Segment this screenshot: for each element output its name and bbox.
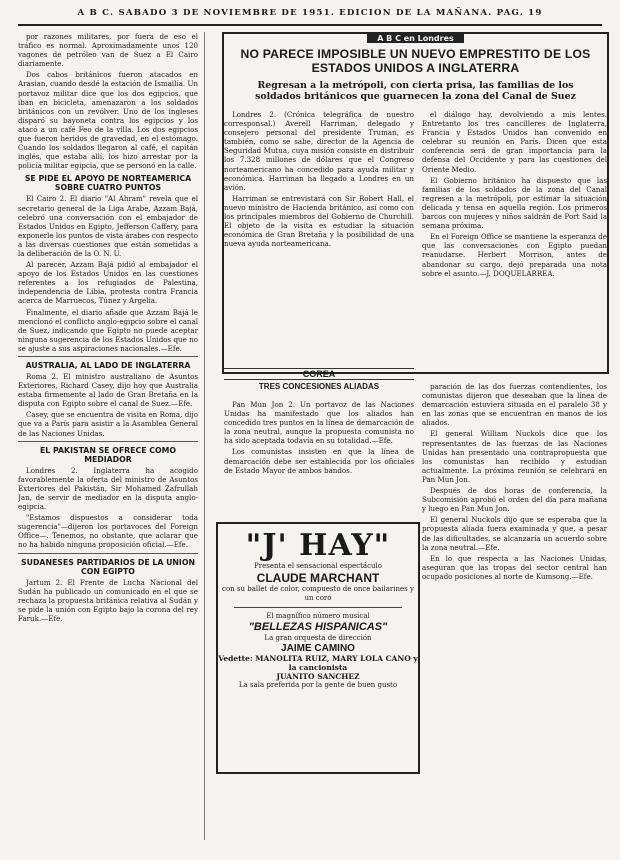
- paragraph: Casey, que se encuentra de visita en Roma, dijo que va a París para asistir a la Asamblea General de las Naciones Unidas.: [18, 410, 198, 438]
- paragraph: por razones militares, por fuera de eso el tráfico es normal. Aproximadamente unos 120 vagones de petróleo van de Suez a El Cairo diariamente.: [18, 32, 198, 69]
- paragraph: En lo que respecta a las Naciones Unidas, aseguran que las tropas del sector central han ocupado posiciones al norte de Kumsong.—Efe.: [422, 553, 607, 581]
- paragraph: Después de dos horas de conferencia, la Subcomisión aprobó el orden del día para mañana y luego en Pan Mun Jon.: [422, 486, 607, 514]
- paragraph: En el Foreign Office se mantiene la esperanza de que las conversaciones con Egipto puedan reanudarse. Herbert Morrison, antes de abandonar su cargo, dejó preparada una nota sobre el asunto.—J. DOQUELARREA.: [422, 232, 607, 278]
- divider: [18, 356, 198, 357]
- paragraph: Jartum 2. El Frente de Lucha Nacional del Sudán ha publicado un comunicado en el que se rechaza la propuesta británica relativa al Sudán y se pide la unión con Egipto bajo la corona del rey Faruk.—Efe.: [18, 577, 198, 623]
- paragraph: Londres 2. (Crónica telegráfica de nuestro corresponsal.) Averell Harriman, delegado y consejero personal del presidente Truman, es también, como se sabe, director de la Agencia de Seguridad Mutua, cuya misión consiste en distribuir los 7.328 millones de dólares que el Congreso norteamericano ha concedido para ayuda militar y económica. Harriman ha llegado a Londres en un avión.: [224, 110, 414, 192]
- column-left: [18, 32, 205, 840]
- corea-header: [224, 368, 414, 391]
- paragraph: El Cairo 2. El diario "Al Ahram" revela que el secretario general de la Liga Arabe, Azzam Bajá, celebró una conversación con el embajador de Estados Unidos en Egipto, Jefferson Caffery, para exponerle los puntos de vista árabes con respecto a las diversas cuestiones que están sometidas a la deliberación de la O. N. U.: [18, 194, 198, 258]
- headline-sudaneses: SUDANESES PARTIDARIOS DE LA UNION CON EGIPTO: [21, 557, 195, 576]
- section-kicker: A B C en Londres: [224, 34, 607, 46]
- paragraph: Londres 2. Inglaterra ha acogido favorablemente la oferta del ministro de Asuntos Exteriores del Pakistán, Sir Mohamed Zafrullah Jan, de servir de mediador en la disputa anglo-egipcia.: [18, 465, 198, 512]
- ad-presents: Presenta el sensacional espectáculo: [254, 562, 382, 570]
- paragraph: Harriman se entrevistará con Sir Robert Hall, el nuevo ministro de Hacienda británico, así como con los principales miembros del Gobierno de Churchill. El objeto de la visita es estudiar la situación económica de Gran Bretaña y la posibilidad de una nueva ayuda norteamericana.: [224, 193, 414, 249]
- paragraph: El Gobierno británico ha dispuesto que las familias de los soldados de la zona del Canal regresen a la metrópoli, por estimar la situación delicada y tensa en aquella región. Los primeros barcos con mujeres y niños saldrán de Port Said la semana próxima.: [422, 175, 607, 231]
- paragraph: "Estamos dispuestos a considerar toda sugerencia"—dijeron los portavoces del Foreign Office—. Tenemos, no obstante, que aclarar que no ha habido ninguna proposición oficial.—Efe.: [18, 513, 198, 550]
- ad-show: "BELLEZAS HISPANICAS": [248, 621, 388, 633]
- corea-subtitle: TRES CONCESIONES ALIADAS: [258, 382, 380, 391]
- ad-cast-2: JUANITO SANCHEZ: [276, 672, 360, 681]
- main-deck: Regresan a la metrópoli, con cierta prisa, las familias de los soldados británicos que guarnecen la zona del Canal de Suez: [255, 80, 576, 102]
- paragraph: Al parecer, Azzam Bajá pidió al embajador el apoyo de los Estados Unidos en las cuestiones referentes a los refugiados de Palestina, independencia de Libia, protesta contra Francia acerca de Marruecos, Túnez y Argelia.: [18, 260, 198, 306]
- main-story-col-a: [224, 110, 414, 365]
- paragraph: paración de las dos fuerzas contendientes, los comunistas dijeron que deseaban que la línea de demarcación estuviera situada en el paralelo 38 y en las zonas que se encuentran en manos de los aliados.: [422, 382, 607, 428]
- paragraph: Finalmente, el diario añade que Azzam Bajá le mencionó el conflicto anglo-egipcio sobre el canal de Suez, indicando que Egipto no puede aceptar ninguna sugerencia de los Estados Unidos que no se ajuste a sus aspiraciones nacionales.—Efe.: [18, 307, 198, 353]
- ad-cast: Vedette: MANOLITA RUIZ, MARY LOLA CANO y la cancionista: [218, 654, 418, 672]
- jhay-advertisement: [216, 522, 420, 774]
- ad-show-intro: El magnífico número musical: [266, 612, 370, 620]
- main-headline: NO PARECE IMPOSIBLE UN NUEVO EMPRESTITO DE LOS ESTADOS UNIDOS A INGLATERRA: [240, 47, 591, 75]
- page-header: A B C. SABADO 3 DE NOVIEMBRE DE 1951. EDICION DE LA MAÑANA. PAG. 19: [18, 8, 602, 26]
- paragraph: Los comunistas insisten en que la línea de demarcación debe ser establecida por los oficiales de Estado Mayor de ambos bandos.: [224, 447, 414, 475]
- ad-footer: La sala preferida por la gente de buen gusto: [238, 681, 398, 689]
- ad-director: JAIME CAMINO: [281, 643, 355, 654]
- headline-australia: AUSTRALIA, AL LADO DE INGLATERRA: [25, 361, 191, 370]
- divider: [18, 553, 198, 554]
- paragraph: Pan Mun Jon 2. Un portavoz de las Naciones Unidas ha manifestado que los aliados han concedido tres puntos en la línea de demarcación de la zona neutral, aunque la propuesta comunista no ha sido aceptada todavía en su totalidad.—Efe.: [224, 400, 414, 446]
- divider: [18, 441, 198, 442]
- main-story-col-b: [422, 110, 607, 365]
- corea-title: COREA: [224, 368, 414, 380]
- divider: [234, 607, 402, 608]
- headline-pakistan: EL PAKISTAN SE OFRECE COMO MEDIADOR: [39, 445, 177, 464]
- corea-story-cont: [422, 382, 607, 837]
- paragraph: Roma 2. El ministro australiano de Asuntos Exteriores, Richard Casey, dijo hoy que Australia estaba firmemente al lado de Gran Bretaña en la disputa con Egipto sobre el canal de Suez.—Efe.: [18, 372, 198, 409]
- headline-norteamerica: SE PIDE EL APOYO DE NORTEAMERICA SOBRE CUATRO PUNTOS: [24, 174, 192, 193]
- ad-title: "J' HAY": [245, 528, 391, 563]
- paragraph: el diálogo hay, devolviendo a mis lentes. Entretanto los tres cancilleres de Inglaterra, Francia y Estados Unidos han convenido en celebrar su reunión en París. Dicen que esta conferencia será de gran importancia para la defensa del Occidente y para las cuestiones del Oriente Medio.: [422, 110, 607, 174]
- paragraph: Dos cabos británicos fueron atacados en Arasian, cuando desdé la estación de Ismailía. Un portavoz militar dice que los dos egipcios, que iban en bicicleta, amenazaron a los soldados británicos con un revólver. Uno de los ingleses disparó su bayoneta contra los egipcios y los atacó a un café Feo de la villa. Los dos egipcios que fueron heridos de gravedad, en el estómago. Cuando los soldados llegaron al café, el capitán inglés, que estaba allí, los hizo arrestar por la policía militar egipcia, que se personó en la calle.: [18, 70, 198, 171]
- ad-orchestra: La gran orquesta de dirección: [264, 634, 372, 642]
- ad-star: CLAUDE MARCHANT: [256, 571, 380, 585]
- ad-star-note: con su ballet de color, compuesto de once bailarines y un coro: [222, 585, 414, 602]
- paragraph: El general William Nuckols dice que los representantes de las fuerzas de las Naciones Unidas han presentado una contrapropuesta que los comunistas han recibido y estudian actualmente. La próxima reunión se celebrará en Pan Mun Jon.: [422, 429, 607, 484]
- paragraph: El general Nuckols dijo que se esperaba que la propuesta aliada fuera examinada y que, a pesar de las dificultades, se alcanzaría un acuerdo sobre la zona neutral.—Efe.: [422, 515, 607, 552]
